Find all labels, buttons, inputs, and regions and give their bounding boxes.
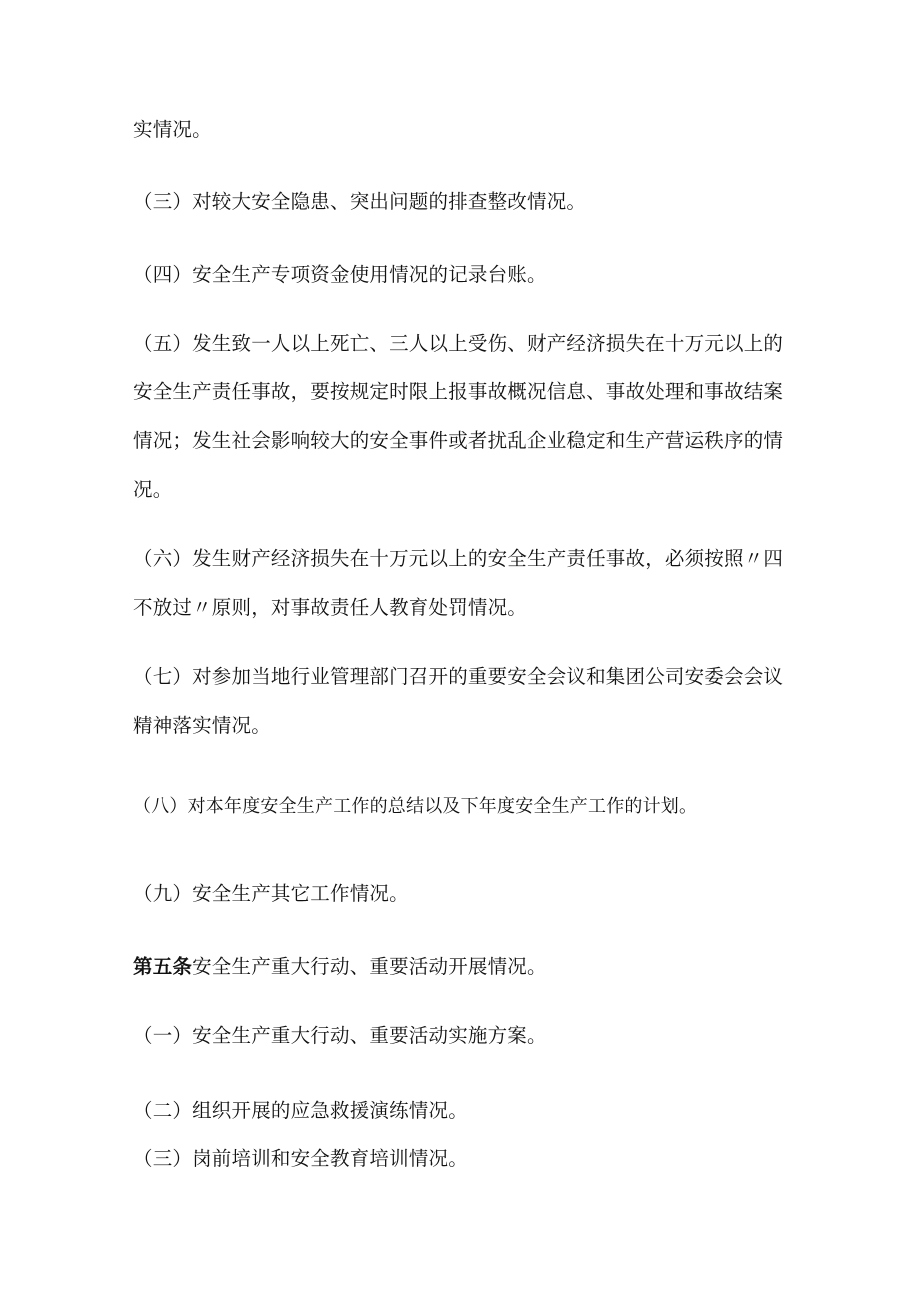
item-9-line: （九）安全生产其它工作情况。	[133, 882, 409, 905]
item-5-line-3: 情况；发生社会影响较大的安全事件或者扰乱企业稳定和生产营运秩序的情	[133, 429, 784, 452]
item-5-line-2: 安全生产责任事故，要按规定时限上报事故概况信息、事故处理和事故结案	[133, 380, 784, 403]
item-6-line-1: （六）发生财产经济损失在十万元以上的安全生产责任事故，必须按照〃四	[133, 547, 784, 570]
item-5-line-4: 况。	[133, 478, 173, 501]
text-line: 实情况。	[133, 118, 212, 141]
item-7-line-2: 精神落实情况。	[133, 714, 271, 737]
article-5-item-2: （二）组织开展的应急救援演练情况。	[133, 1099, 468, 1122]
item-6-line-2: 不放过〃原则，对事故责任人教育处罚情况。	[133, 596, 528, 619]
item-7-line-1: （七）对参加当地行业管理部门召开的重要安全会议和集团公司安委会会议	[133, 665, 784, 688]
article-label: 第五条	[133, 955, 193, 978]
article-5-item-3: （三）岗前培训和安全教育培训情况。	[133, 1147, 468, 1170]
item-5-line-1: （五）发生致一人以上死亡、三人以上受伤、财产经济损失在十万元以上的	[133, 332, 784, 355]
item-3-line: （三）对较大安全隐患、突出问题的排查整改情况。	[133, 190, 587, 213]
item-4-line: （四）安全生产专项资金使用情况的记录台账。	[133, 263, 547, 286]
article-5-heading	[133, 953, 813, 981]
item-8-line: （八）对本年度安全生产工作的总结以及下年度安全生产工作的计划。	[133, 796, 698, 817]
article-5-item-1: （一）安全生产重大行动、重要活动实施方案。	[133, 1024, 547, 1047]
article-title: 安全生产重大行动、重要活动开展情况。	[192, 955, 547, 978]
